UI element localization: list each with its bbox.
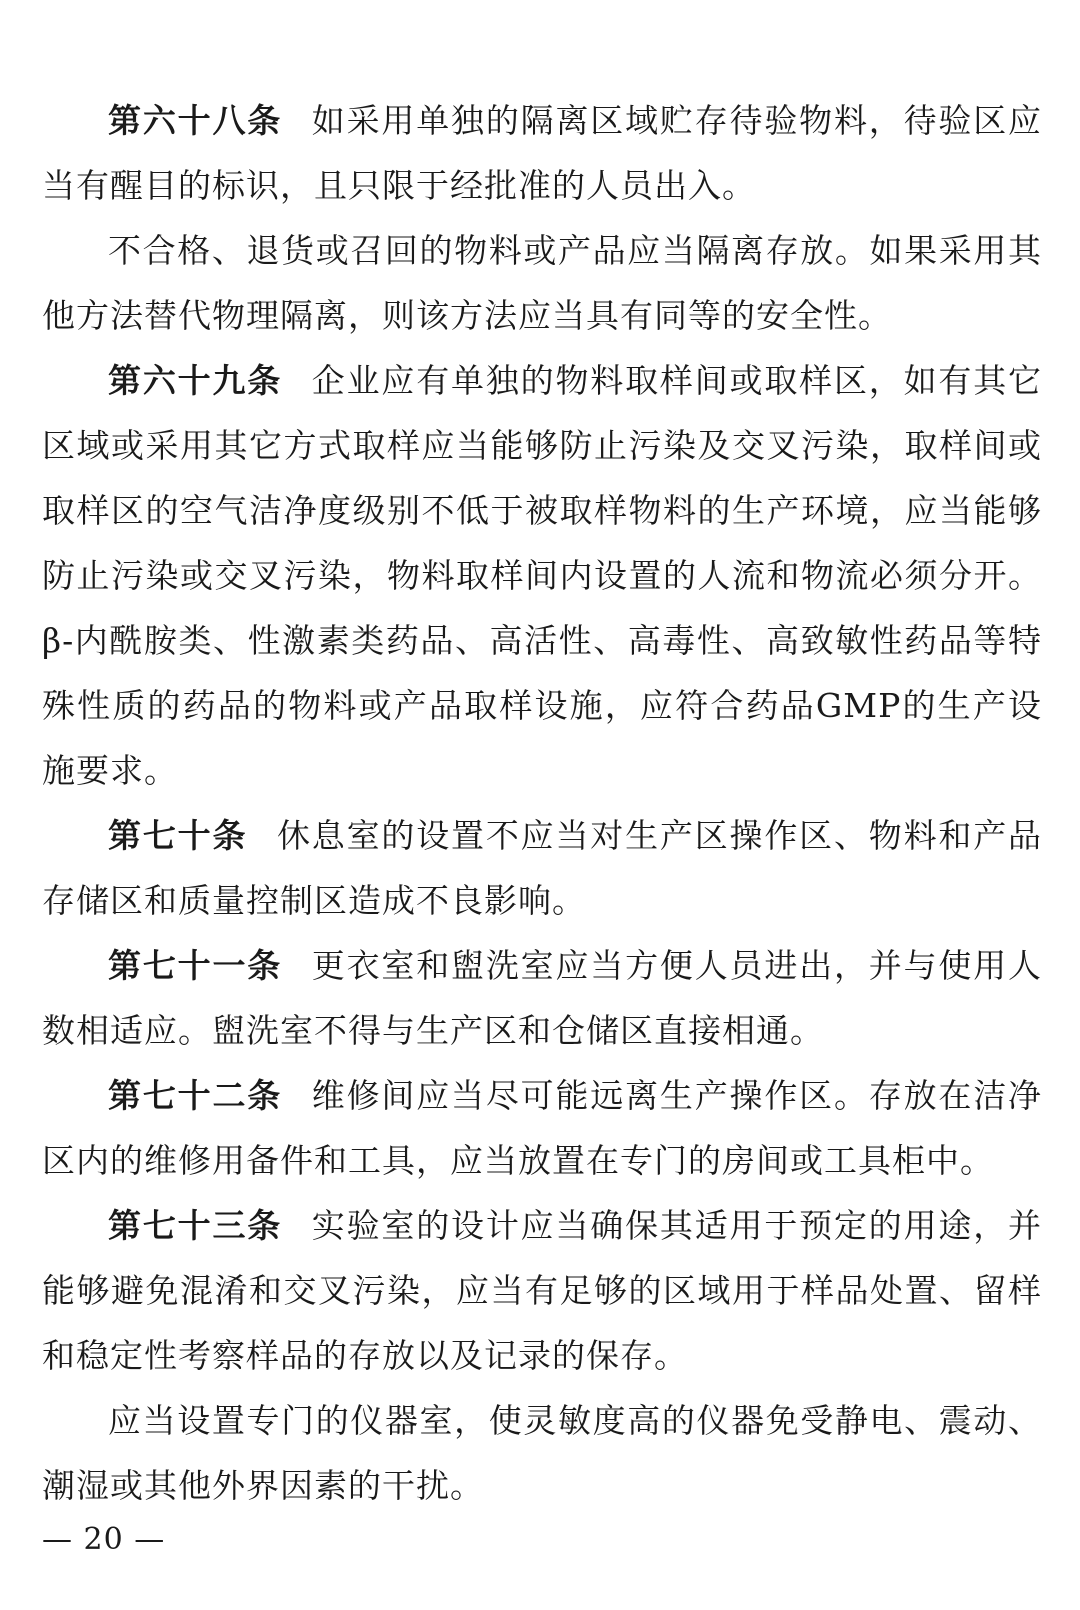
paragraph-text: 休息室的设置不应当对生产区操作区、物料和产品存储区和质量控制区造成不良影响。 <box>42 816 1042 920</box>
paragraph-text: 如采用单独的隔离区域贮存待验物料，待验区应当有醒目的标识，且只限于经批准的人员出入。 <box>42 101 1042 205</box>
paragraph-article-71 <box>42 933 1042 1063</box>
article-number: 第七十一条 <box>108 946 283 985</box>
paragraph-article-70 <box>42 803 1042 933</box>
article-number: 第七十三条 <box>108 1206 283 1245</box>
article-number: 第七十条 <box>108 816 248 855</box>
article-number: 第六十八条 <box>108 101 283 140</box>
paragraph-text: 应当设置专门的仪器室，使灵敏度高的仪器免受静电、震动、潮湿或其他外界因素的干扰。 <box>42 1401 1042 1505</box>
paragraph-text: 企业应有单独的物料取样间或取样区，如有其它区域或采用其它方式取样应当能够防止污染及交叉污染，取样间或取样区的空气洁净度级别不低于被取样物料的生产环境，应当能够防止污染或交叉污染，物料取样间内设置的人流和物流必须分开。β-内酰胺类、性激素类药品、高活性、高毒性、高致敏性药品等特殊性质的药品的物料或产品取样设施，应符合药品GMP的生产设施要求。 <box>42 361 1042 790</box>
paragraph-article-72 <box>42 1063 1042 1193</box>
document-body <box>42 88 1042 1518</box>
paragraph-article-68-continued <box>42 218 1042 348</box>
page-number: — 20 — <box>42 1522 166 1557</box>
paragraph-article-68 <box>42 88 1042 218</box>
paragraph-text: 更衣室和盥洗室应当方便人员进出，并与使用人数相适应。盥洗室不得与生产区和仓储区直接相通。 <box>42 946 1042 1050</box>
article-number: 第七十二条 <box>108 1076 283 1115</box>
paragraph-text: 实验室的设计应当确保其适用于预定的用途，并能够避免混淆和交叉污染，应当有足够的区域用于样品处置、留样和稳定性考察样品的存放以及记录的保存。 <box>42 1206 1042 1375</box>
paragraph-article-73 <box>42 1193 1042 1388</box>
paragraph-text: 不合格、退货或召回的物料或产品应当隔离存放。如果采用其他方法替代物理隔离，则该方法应当具有同等的安全性。 <box>42 231 1042 335</box>
article-number: 第六十九条 <box>108 361 283 400</box>
paragraph-article-73-continued <box>42 1388 1042 1518</box>
paragraph-text: 维修间应当尽可能远离生产操作区。存放在洁净区内的维修用备件和工具，应当放置在专门的房间或工具柜中。 <box>42 1076 1042 1180</box>
paragraph-article-69 <box>42 348 1042 803</box>
